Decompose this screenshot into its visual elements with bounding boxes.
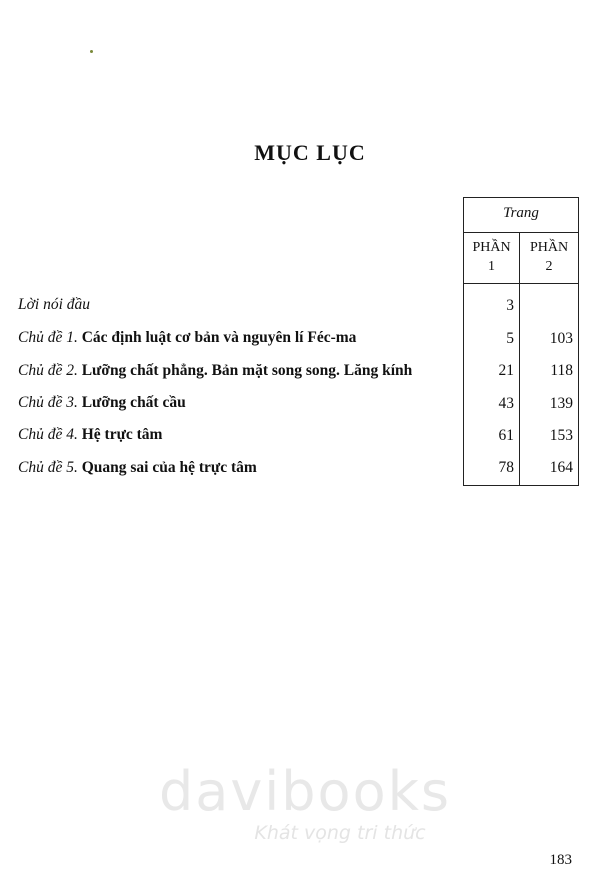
entry-page-part2: 118 [550, 362, 573, 379]
entry-page-part1: 5 [506, 330, 514, 347]
entry-page-part2: 103 [549, 330, 573, 347]
entry-page-part1: 3 [506, 297, 514, 314]
toc-entry [18, 426, 458, 444]
watermark-brand: davibooks [158, 760, 452, 823]
entry-title: Lưỡng chất phẳng. Bản mặt song song. Lăng kính [81, 362, 413, 379]
entry-page-part2: 139 [549, 395, 573, 412]
entry-prefix: Chủ đề 4. [18, 426, 78, 443]
entry-page-part1: 21 [498, 362, 514, 379]
entry-prefix: Lời nói đầu [18, 296, 91, 313]
scan-speck [90, 50, 93, 53]
part-1-number: 1 [488, 259, 495, 274]
entry-title: Hệ trực tâm [81, 426, 163, 443]
part-1-header [464, 238, 519, 276]
page-number: 183 [549, 852, 572, 868]
part-2-number: 2 [545, 259, 553, 274]
entry-prefix: Chủ đề 5. [18, 459, 78, 476]
entry-prefix: Chủ đề 1. [18, 329, 78, 346]
page-title: MỤC LỤC [254, 140, 366, 165]
toc-entry [18, 394, 458, 412]
watermark-tagline: Khát vọng tri thức [254, 822, 426, 844]
entry-title: Quang sai của hệ trực tâm [81, 459, 257, 476]
part-2-header [520, 238, 578, 276]
toc-entry [18, 459, 458, 477]
entry-page-part2: 153 [549, 427, 573, 444]
toc-entry [18, 362, 458, 380]
header-divider [464, 232, 578, 233]
subheader-divider [464, 283, 578, 284]
entry-page-part1: 43 [498, 395, 514, 412]
entry-prefix: Chủ đề 2. [18, 362, 78, 379]
toc-entry [18, 296, 458, 314]
part-2-label: PHẦN [529, 240, 569, 255]
entry-title: Các định luật cơ bản và nguyên lí Féc-ma [81, 329, 357, 346]
entry-title: Lưỡng chất cầu [81, 394, 186, 411]
entry-prefix: Chủ đề 3. [18, 394, 78, 411]
entry-page-part1: 61 [498, 427, 514, 444]
part-1-label: PHẦN [472, 240, 511, 255]
entry-page-part1: 78 [498, 459, 514, 476]
trang-label: Trang [503, 205, 539, 221]
toc-entry [18, 329, 458, 347]
entry-page-part2: 164 [549, 459, 573, 476]
